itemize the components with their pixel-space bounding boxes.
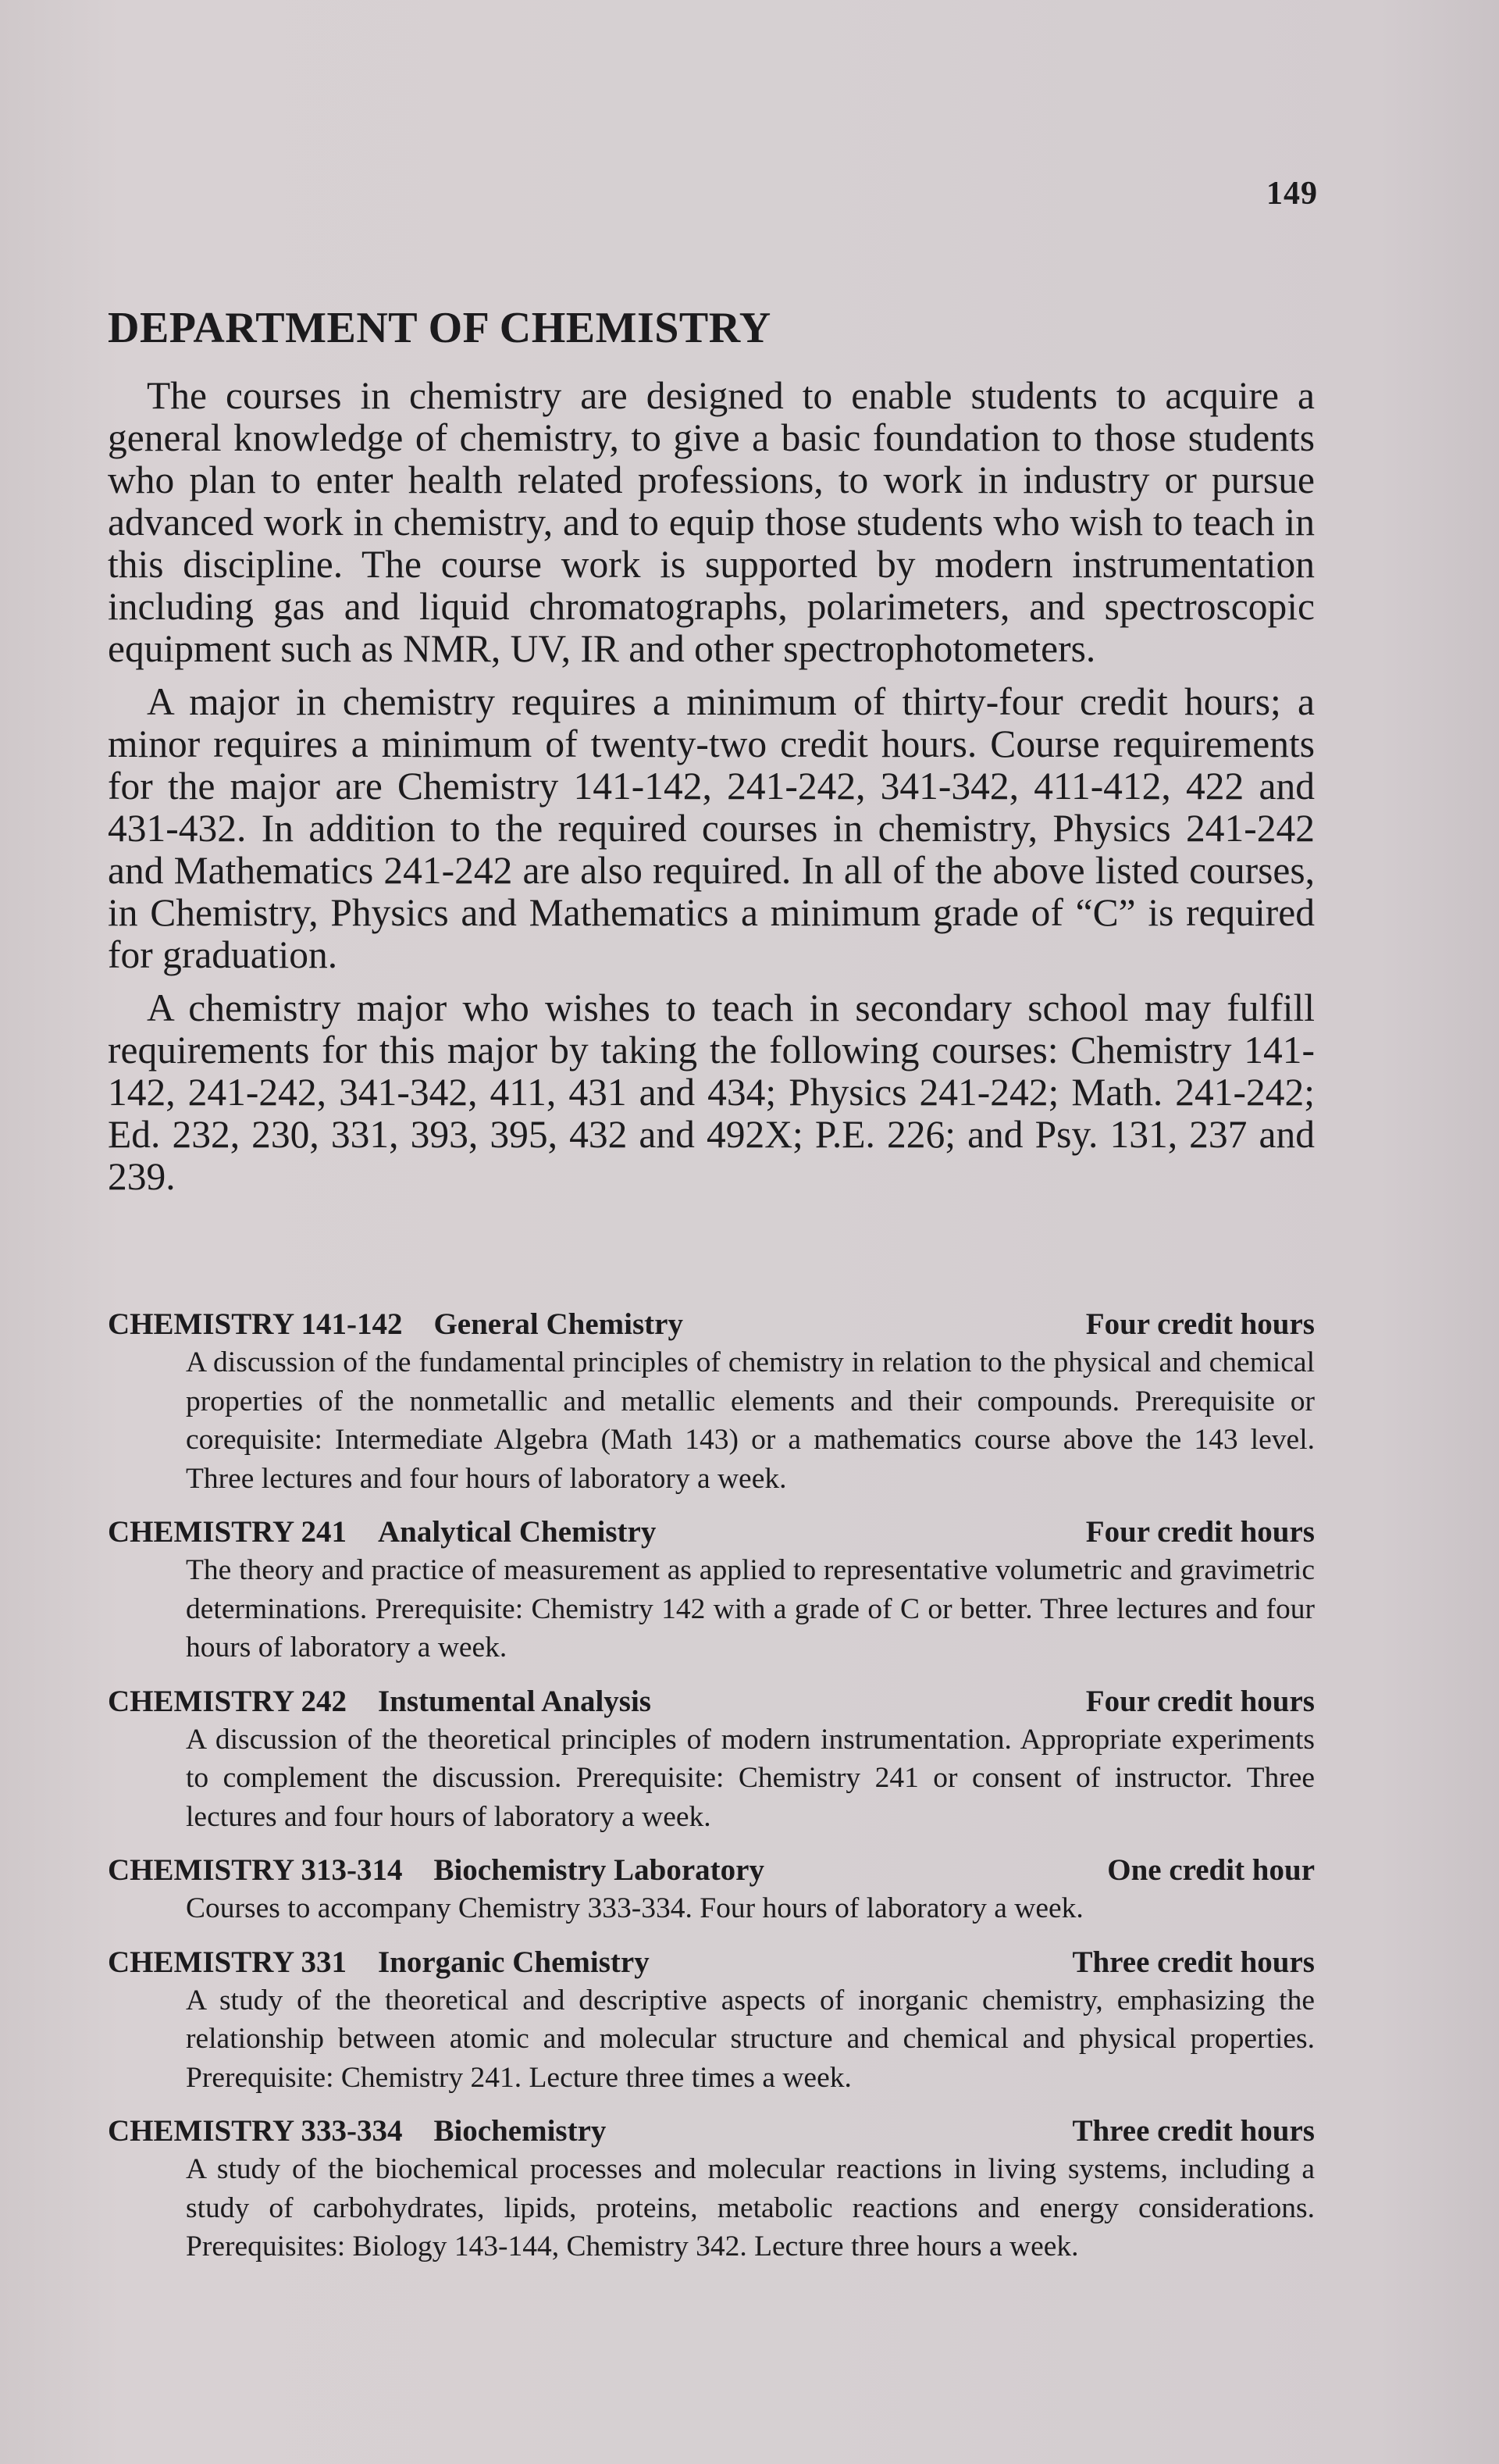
course-description: A discussion of the theoretical principles of modern instrumentation. Appropriate experiments to complement the discussion. Prerequisite: Chemistry 241 or consent of instructor. Three lectures and four hours of laboratory a week. — [186, 1723, 1315, 1833]
course-name: Biochemistry Laboratory — [433, 1853, 764, 1887]
intro-paragraph: A major in chemistry requires a minimum of thirty-four credit hours; a minor requires a minimum of twenty-two credit hours. Course requirements for the major are Chemistry 141-142, 241-242, 341-342, 411-412, 422 and 431-432. In addition to the required courses in chemistry, Physics 241-242 and Mathematics 241-242 are also required. In all of the above listed courses, in Chemistry, Physics and Mathematics a minimum grade of “C” is required for graduation. — [108, 680, 1315, 976]
course-code: CHEMISTRY 333-334 — [108, 2114, 403, 2148]
course-header — [108, 1944, 1315, 1981]
course-code: CHEMISTRY 241 — [108, 1515, 347, 1549]
course-title — [108, 1514, 656, 1551]
course-header — [108, 1306, 1315, 1343]
intro-paragraph: The courses in chemistry are designed to enable students to acquire a general knowledge of chemistry, to give a basic foundation to those students who plan to enter health related professions, to work in industry or pursue advanced work in chemistry, and to equip those students who wish to teach in this discipline. The course work is supported by modern instrumentation including gas and liquid chromatographs, polarimeters, and spectroscopic equipment such as NMR, UV, IR and other spectrophotometers. — [108, 374, 1315, 670]
course-name: Biochemistry — [433, 2114, 607, 2148]
course-credits: Three credit hours — [1072, 2114, 1315, 2148]
course-title — [108, 2113, 606, 2150]
course-description: Courses to accompany Chemistry 333-334. Four hours of laboratory a week. — [186, 1892, 1084, 1924]
course-code: CHEMISTRY 313-314 — [108, 1853, 403, 1887]
course-credits: Three credit hours — [1072, 1945, 1315, 1979]
course-entry — [108, 1683, 1315, 1837]
course-title — [108, 1944, 650, 1981]
course-description: A discussion of the fundamental principles of chemistry in relation to the physical and chemical properties of the nonmetallic and metallic elements and their compounds. Prerequisite or corequisite: Intermediate Algebra (Math 143) or a mathematics course above the 143 level. Three lectures and four hours of laboratory a week. — [186, 1346, 1315, 1495]
course-entry — [108, 1514, 1315, 1667]
course-description: A study of the theoretical and descriptive aspects of inorganic chemistry, emphasizing the relationship between atomic and molecular structure and chemical and physical properties. Prerequisite: Chemistry 241. Lecture three times a week. — [186, 1984, 1315, 2094]
course-credits: Four credit hours — [1085, 1684, 1315, 1718]
course-title — [108, 1852, 764, 1889]
course-list — [108, 1306, 1315, 2282]
course-entry — [108, 1944, 1315, 2098]
course-entry — [108, 1306, 1315, 1498]
course-header — [108, 1683, 1315, 1721]
course-name: Analytical Chemistry — [377, 1515, 657, 1549]
course-header — [108, 1852, 1315, 1889]
course-code: CHEMISTRY 242 — [108, 1684, 347, 1718]
intro-section — [108, 375, 1315, 1209]
course-header — [108, 1514, 1315, 1551]
intro-paragraph: A chemistry major who wishes to teach in secondary school may fulfill requirements for this major by taking the following courses: Chemistry 141-142, 241-242, 341-342, 411, 431 and 434; Physics 241-242; Math. 241-242; Ed. 232, 230, 331, 393, 395, 432 and 492X; P.E. 226; and Psy. 131, 237 and 239. — [108, 986, 1315, 1198]
course-credits: One credit hour — [1107, 1853, 1315, 1887]
course-title — [108, 1683, 651, 1721]
course-entry — [108, 1852, 1315, 1928]
course-credits: Four credit hours — [1085, 1515, 1315, 1549]
course-credits: Four credit hours — [1085, 1307, 1315, 1341]
course-entry — [108, 2113, 1315, 2266]
course-name: Inorganic Chemistry — [377, 1945, 650, 1979]
department-title: DEPARTMENT OF CHEMISTRY — [108, 304, 771, 352]
course-code: CHEMISTRY 331 — [108, 1945, 347, 1979]
course-description: The theory and practice of measurement as applied to representative volumetric and gravimetric determinations. Prerequisite: Chemistry 142 with a grade of C or better. Three lectures and four hours of laboratory a week. — [186, 1554, 1315, 1663]
course-description: A study of the biochemical processes and molecular reactions in living systems, including a study of carbohydrates, lipids, proteins, metabolic reactions and energy considerations. Prerequisites: Biology 143-144, Chemistry 342. Lecture three hours a week. — [186, 2153, 1315, 2263]
page-number: 149 — [1266, 176, 1318, 212]
course-header — [108, 2113, 1315, 2150]
course-name: General Chemistry — [433, 1307, 683, 1341]
course-code: CHEMISTRY 141-142 — [108, 1307, 403, 1341]
course-name: Instumental Analysis — [377, 1684, 651, 1718]
course-title — [108, 1306, 683, 1343]
